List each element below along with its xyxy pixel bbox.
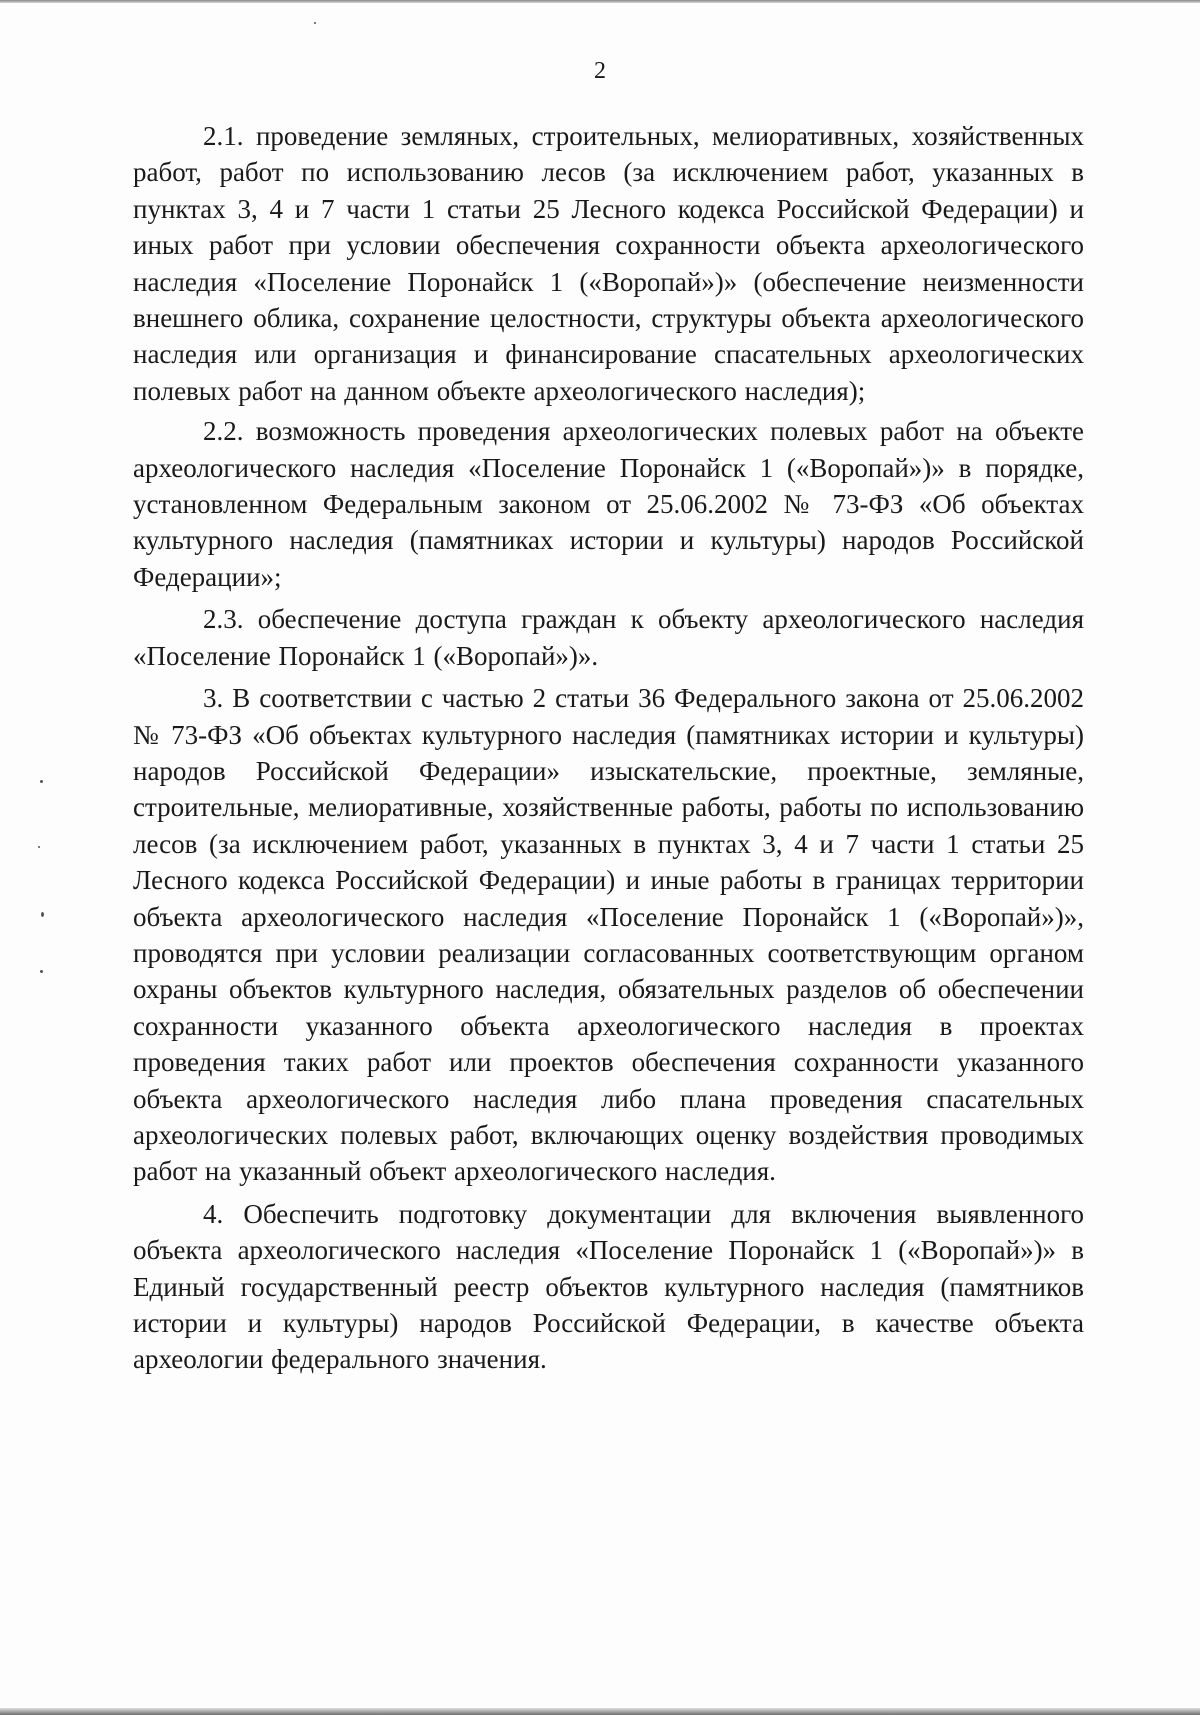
- scan-speck: [40, 970, 43, 973]
- page-number: 2: [594, 58, 606, 84]
- scan-speck: [40, 780, 43, 783]
- scan-speck: [314, 22, 316, 24]
- paragraph-2-3: 2.3. обеспечение доступа граждан к объекту археологического наследия «Поселение Поронайск 1 («Воропай»)».: [133, 604, 1084, 671]
- scan-edge-top: [0, 0, 1200, 3]
- scan-edge-bottom: [0, 1708, 1200, 1715]
- paragraph-3: 3. В соответствии с частью 2 статьи 36 Федерального закона от 25.06.2002 № 73-ФЗ «Об объектах культурного наследия (памятниках истории и культуры) народов Российской Федерации» изыскательские, проектные, земляные, строительные, мелиоративные, хозяйственные работы, работы по использованию лесов (за исключением работ, указанных в пунктах 3, 4 и 7 части 1 статьи 25 Лесного кодекса Российской Федерации) и иные работы в границах территории объекта археологического наследия «Поселение Поронайск 1 («Воропай»)», проводятся при условии реализации согласованных соответствующим органом охраны объектов культурного наследия, обязательных разделов об обеспечении сохранности указанного объекта археологического наследия в проектах проведения таких работ или проектов обеспечения сохранности указанного объекта археологического наследия либо плана проведения спасательных археологических полевых работ, включающих оценку воздействия проводимых работ на указанный объект археологического наследия.: [133, 683, 1084, 1187]
- document-body: [133, 118, 1084, 1384]
- paragraph-4: 4. Обеспечить подготовку документации для включения выявленного объекта археологического наследия «Поселение Поронайск 1 («Воропай»)» в Единый государственный реестр объектов культурного наследия (памятников истории и культуры) народов Российской Федерации, в качестве объекта археологии федерального значения.: [133, 1198, 1084, 1375]
- scan-speck: [38, 846, 40, 848]
- paragraph-2-1: 2.1. проведение земляных, строительных, мелиоративных, хозяйственных работ, работ по использованию лесов (за исключением работ, указанных в пунктах 3, 4 и 7 части 1 статьи 25 Лесного кодекса Российской Федерации) и иных работ при условии обеспечения сохранности объекта археологического наследия «Поселение Поронайск 1 («Воропай»)» (обеспечение неизменности внешнего облика, сохранение целостности, структуры объекта археологического наследия или организация и финансирование спасательных археологических полевых работ на данном объекте археологического наследия);: [133, 121, 1084, 406]
- paragraph-2-2: 2.2. возможность проведения археологических полевых работ на объекте археологического наследия «Поселение Поронайск 1 («Воропай»)» в порядке, установленном Федеральным законом от 25.06.2002 № 73-ФЗ «Об объектах культурного наследия (памятниках истории и культуры) народов Российской Федерации»;: [133, 416, 1084, 592]
- scan-speck: [41, 912, 44, 917]
